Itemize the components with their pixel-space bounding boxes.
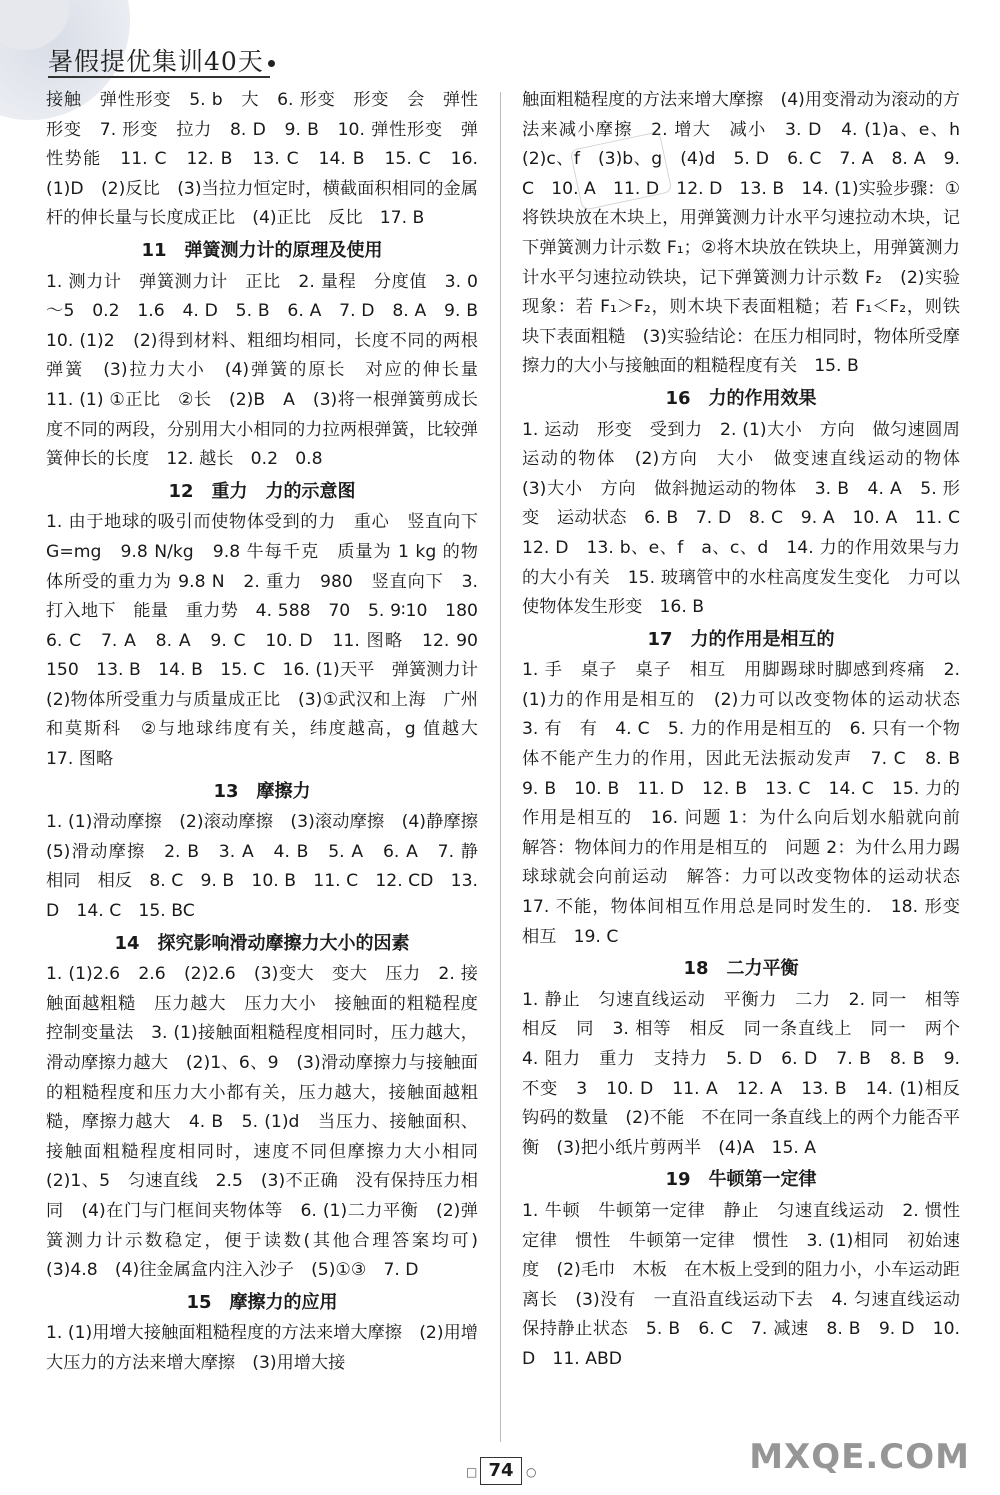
section-heading: 18 二力平衡: [683, 958, 799, 980]
section-heading: 16 力的作用效果: [665, 387, 817, 409]
section-heading: 17 力的作用是相互的: [647, 628, 835, 650]
answer-paragraph: 1. (1)用增大接触面粗糙程度的方法来增大摩擦 (2)用增大压力的方法来增大摩擦 (3)用增大接: [46, 1323, 478, 1373]
answer-paragraph: 1. 由于地球的吸引而使物体受到的力 重心 竖直向下 G=mg 9.8 N/kg 9.8 牛每千克 质量为 1 kg 的物体所受的重力为 9.8 N 2. 重力 980 竖直向下 3. 打入地下 能量 重力势 4. 588 70 5. 9∶10 180 6. C 7. A 8. A 9. C 10. D 11. 图略 12. 90 150 13. B 14. B 15. C 16. (1)天平 弹簧测力计 (2)物体所受重力与质量成正比 (3)①武汉和上海 广州和莫斯科 ②与地球纬度有关，纬度越高，g 值越大 17. 图略: [46, 512, 496, 770]
watermark: MXQE.COM: [749, 1437, 970, 1477]
title-dot-icon: [268, 60, 275, 67]
right-column: [522, 86, 978, 1375]
answer-paragraph: 1. 运动 形变 受到力 2. (1)大小 方向 做匀速圆周运动的物体 (2)方向 大小 做变速直线运动的物体 (3)大小 方向 做斜抛运动的物体 3. B 4. A 5. 形变 运动状态 6. B 7. D 8. C 9. A 10. A 11. C 12. D 13. b、e、f a、c、d 14. 力的作用效果与力的大小有关 15. 玻璃管中的水柱高度发生变化 力可以使物体发生形变 16. B: [522, 419, 978, 618]
section-heading: 11 弹簧测力计的原理及使用: [141, 239, 383, 261]
answer-paragraph: 1. (1)2.6 2.6 (2)2.6 (3)变大 变大 压力 2. 接触面越粗糙 压力越大 压力大小 接触面的粗糙程度 控制变量法 3. (1)接触面粗糙程度相同时，压力越大，滑动摩擦力越大 (2)1、6、9 (3)滑动摩擦力与接触面的粗糙程度和压力大小都有关，压力越大，接触面越粗糙，摩擦力越大 4. B 5. (1)d 当压力、接触面积、接触面粗糙程度相同时，速度不同但摩擦力大小相同 (2)1、5 匀速直线 2.5 (3)不正确 没有保持压力相同 (4)在门与门框间夹物体等 6. (1)二力平衡 (2)弹簧测力计示数稳定，便于读数(其他合理答案均可) (3)4.8 (4)往金属盒内注入沙子 (5)①③ 7. D: [46, 964, 496, 1281]
page-number: 74: [480, 1457, 522, 1485]
answer-paragraph: 接触 弹性形变 5. b 大 6. 形变 形变 会 弹性形变 7. 形变 拉力 8. D 9. B 10. 弹性形变 弹性势能 11. C 12. B 13. C 14. B 15. C 16. (1)D (2)反比 (3)当拉力恒定时，横截面积相同的金属杆的伸长量与长度成正比 (4)正比 反比 17. B: [46, 90, 478, 229]
section-heading: 13 摩擦力: [213, 780, 311, 802]
book-title: [48, 42, 275, 78]
title-underline: [48, 76, 270, 78]
answer-paragraph: 1. 静止 匀速直线运动 平衡力 二力 2. 同一 相等 相反 同 3. 相等 相反 同一条直线上 同一 两个 4. 阻力 重力 支持力 5. D 6. D 7. B 8. B 9. 不变 3 10. D 11. A 12. A 13. B 14. (1)相反 钩码的数量 (2)不能 不在同一条直线上的两个力能否平衡 (3)把小纸片剪两半 (4)A 15. A: [522, 989, 978, 1158]
section-heading: 12 重力 力的示意图: [168, 480, 356, 502]
answer-paragraph: 1. 牛顿 牛顿第一定律 静止 匀速直线运动 2. 惯性定律 惯性 牛顿第一定律 惯性 3. (1)相同 初始速度 (2)毛巾 木板 在木板上受到的阻力小，小车运动距离长 (3)没有 一直沿直线运动下去 4. 匀速直线运动 保持静止状态 5. B 6. C 7. 减速 8. B 9. D 10. D 11. ABD: [522, 1200, 978, 1369]
page-number-right-mark: ○: [526, 1465, 537, 1479]
section-heading: 15 摩擦力的应用: [186, 1291, 338, 1313]
answer-paragraph: 1. 手 桌子 桌子 相互 用脚踢球时脚感到疼痛 2. (1)力的作用是相互的 (2)力可以改变物体的运动状态 3. 有 有 4. C 5. 力的作用是相互的 6. 只有一个物体不能产生力的作用，因此无法振动发声 7. C 8. B 9. B 10. B 11. D 12. B 13. C 14. C 15. 力的作用是相互的 16. 问题 1：为什么向后划水船就向前 解答：物体间力的作用是相互的 问题 2：为什么用力踢球球就会向前运动 解答：力可以改变物体的运动状态 17. 不能，物体间相互作用总是同时发生的. 18. 形变 相互 19. C: [522, 660, 978, 947]
answer-paragraph: 触面粗糙程度的方法来增大摩擦 (4)用变滑动为滚动的方法来减小摩擦 2. 增大 减小 3. D 4. (1)a、e、h (2)c、f (3)b、g (4)d 5. D 6. C 7. A 8. A 9. C 10. A 11. D 12. D 13. B 14. (1)实验步骤：①将铁块放在木块上，用弹簧测力计水平匀速拉动木块，记下弹簧测力计示数 F₁；②将木块放在铁块上，用弹簧测力计水平匀速拉动铁块，记下弹簧测力计示数 F₂ (2)实验现象：若 F₁＞F₂，则木块下表面粗糙；若 F₁＜F₂，则铁块下表面粗糙 (3)实验结论：在压力相同时，物体所受摩擦力的大小与接触面的粗糙程度有关 15. B: [522, 90, 978, 377]
page-number-left-mark: □: [466, 1465, 478, 1479]
answer-paragraph: 1. 测力计 弹簧测力计 正比 2. 量程 分度值 3. 0～5 0.2 1.6 4. D 5. B 6. A 7. D 8. A 9. B 10. (1)2 (2)得到材料、粗细均相同，长度不同的两根弹簧 (3)拉力大小 (4)弹簧的原长 对应的伸长量 11. (1) ①正比 ②长 (2)B A (3)将一根弹簧剪成长度不同的两段，分别用大小相同的力拉两根弹簧，比较弹簧伸长的长度 12. 越长 0.2 0.8: [46, 271, 496, 470]
section-heading: 19 牛顿第一定律: [665, 1169, 817, 1191]
answer-paragraph: 1. (1)滑动摩擦 (2)滚动摩擦 (3)滚动摩擦 (4)静摩擦 (5)滑动摩擦 2. B 3. A 4. B 5. A 6. A 7. 静 相同 相反 8. C 9. B 10. B 11. C 12. CD 13. D 14. C 15. BC: [46, 812, 496, 922]
column-divider: [500, 92, 501, 1442]
section-heading: 14 探究影响滑动摩擦力大小的因素: [114, 932, 410, 954]
book-title-text: 暑假提优集训40天: [48, 47, 264, 76]
left-column: [46, 86, 496, 1379]
